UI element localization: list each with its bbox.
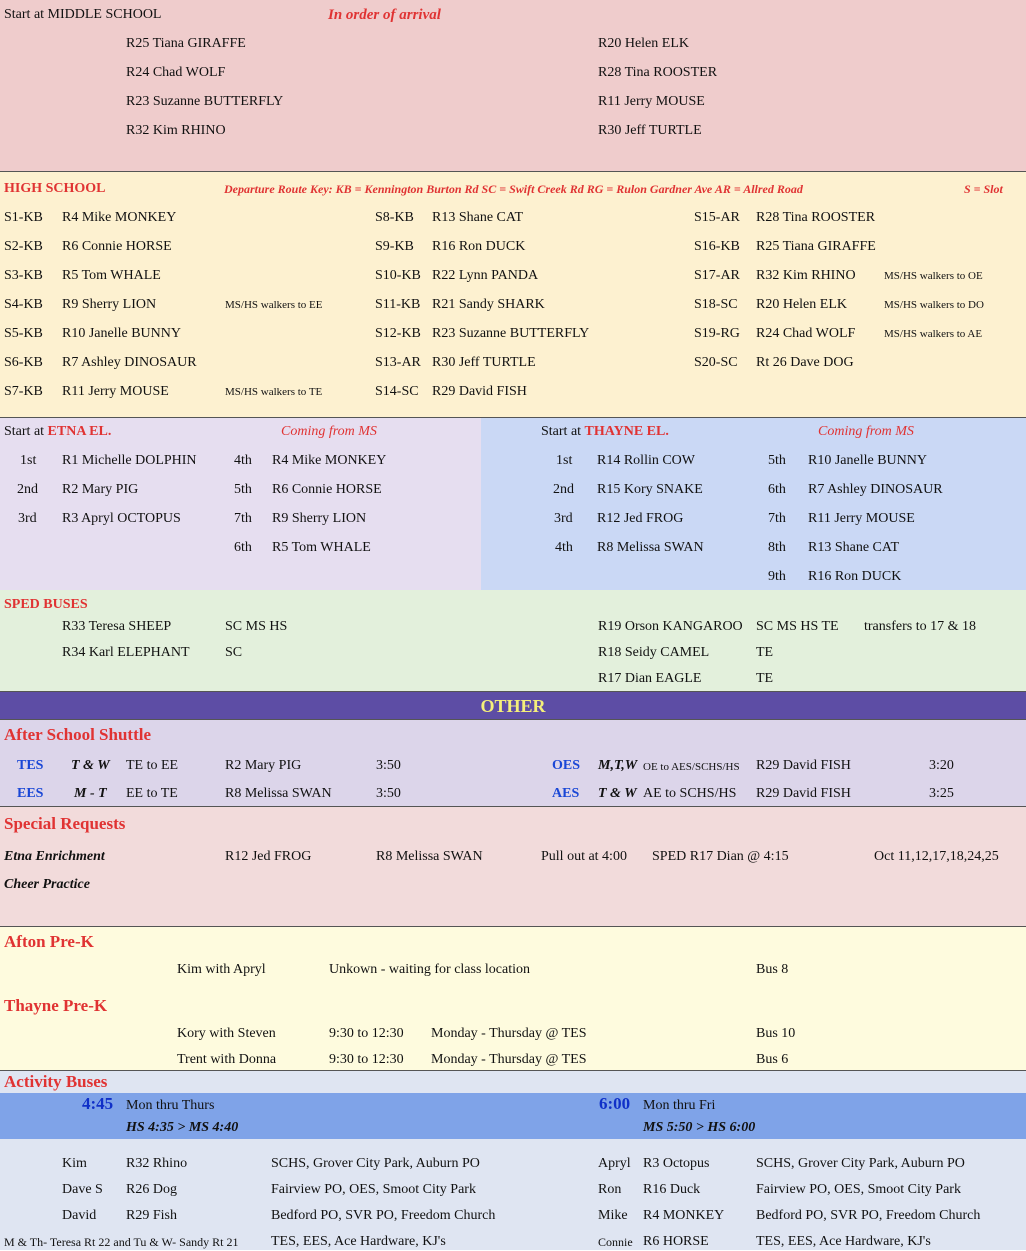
activity-days: Mon thru Fri [643, 1098, 716, 1113]
hs-walker-note: MS/HS walkers to OE [884, 270, 983, 282]
hs-route: R4 Mike MONKEY [62, 210, 177, 225]
activity-route: R6 HORSE [643, 1234, 709, 1249]
activity-time: 4:45 [82, 1094, 114, 1113]
other-title: OTHER [480, 696, 546, 716]
activity-route: R16 Duck [643, 1182, 701, 1197]
shuttle-title: After School Shuttle [4, 725, 152, 744]
hs-route: R6 Connie HORSE [62, 239, 172, 254]
activity-stops: TES, EES, Ace Hardware, KJ's [271, 1234, 446, 1249]
hs-slot: S20-SC [694, 355, 738, 370]
activity-route: R4 MONKEY [643, 1208, 725, 1223]
hs-route: Rt 26 Dave DOG [756, 355, 854, 370]
thayne-order: 5th [768, 453, 786, 468]
shuttle-school: AES [552, 786, 580, 801]
thayne-order: 1st [556, 453, 573, 468]
etna-route: R2 Mary PIG [62, 482, 139, 497]
elementary-section [0, 418, 1026, 590]
hs-route: R22 Lynn PANDA [432, 268, 539, 283]
sped-route: R19 Orson KANGAROO [598, 619, 743, 634]
hs-route: R5 Tom WHALE [62, 268, 161, 283]
etna-route: R5 Tom WHALE [272, 540, 371, 555]
hs-walker-note: MS/HS walkers to DO [884, 299, 984, 311]
thayne-route: R8 Melissa SWAN [597, 540, 704, 555]
ms-right-route: R28 Tina ROOSTER [598, 65, 718, 80]
ms-left-route: R25 Tiana GIRAFFE [126, 36, 246, 51]
hs-slot: S8-KB [375, 210, 414, 225]
prek-when: Unkown - waiting for class location [329, 962, 531, 977]
ms-right-route: R30 Jeff TURTLE [598, 123, 702, 138]
hs-slot: S16-KB [694, 239, 740, 254]
hs-slot: S6-KB [4, 355, 43, 370]
etna-order: 2nd [17, 482, 38, 497]
sped-stops: SC MS HS TE [756, 619, 839, 634]
shuttle-time: 3:50 [376, 758, 401, 773]
activity-driver: David [62, 1208, 97, 1223]
hs-route: R24 Chad WOLF [756, 326, 856, 341]
special-pullout: Pull out at 4:00 [541, 849, 627, 864]
sped-route: R34 Karl ELEPHANT [62, 645, 190, 660]
activity-times-band [0, 1093, 1026, 1139]
hs-slot-key: S = Slot [964, 182, 1003, 196]
activity-route: R26 Dog [126, 1182, 177, 1197]
thayne-route: R12 Jed FROG [597, 511, 684, 526]
activity-schedule: HS 4:35 > MS 4:40 [126, 1120, 239, 1135]
thayne-prek-title: Thayne Pre-K [4, 996, 108, 1015]
shuttle-days: T & W [71, 758, 110, 773]
prek-section [0, 927, 1026, 1071]
sped-stops: SC MS HS [225, 619, 288, 634]
activity-stops: Bedford PO, SVR PO, Freedom Church [271, 1208, 496, 1223]
activity-driver: Connie [598, 1235, 633, 1249]
shuttle-route: R29 David FISH [756, 786, 851, 801]
hs-route: R20 Helen ELK [756, 297, 847, 312]
hs-route: R16 Ron DUCK [432, 239, 526, 254]
activity-time: 6:00 [599, 1094, 631, 1113]
shuttle-trip: TE to EE [126, 758, 179, 773]
hs-walker-note: MS/HS walkers to EE [225, 299, 323, 311]
sped-stops: TE [756, 645, 774, 660]
hs-slot: S11-KB [375, 297, 421, 312]
etna-order: 3rd [18, 511, 37, 526]
etna-enrichment-label: Etna Enrichment [4, 849, 105, 864]
hs-route: R11 Jerry MOUSE [62, 384, 169, 399]
activity-title: Activity Buses [4, 1072, 108, 1091]
ms-start-label: Start at MIDDLE SCHOOL [4, 7, 162, 22]
shuttle-time: 3:20 [929, 758, 954, 773]
hs-route: R9 Sherry LION [62, 297, 157, 312]
hs-slot: S10-KB [375, 268, 421, 283]
etna-order: 6th [234, 540, 252, 555]
hs-route: R25 Tiana GIRAFFE [756, 239, 876, 254]
thayne-route: R7 Ashley DINOSAUR [808, 482, 943, 497]
etna-route: R4 Mike MONKEY [272, 453, 387, 468]
hs-slot: S9-KB [375, 239, 414, 254]
hs-slot: S15-AR [694, 210, 740, 225]
ms-right-route: R11 Jerry MOUSE [598, 94, 705, 109]
hs-slot: S13-AR [375, 355, 421, 370]
thayne-school-name: THAYNE EL. [584, 424, 669, 439]
hs-route: R10 Janelle BUNNY [62, 326, 181, 341]
thayne-order: 8th [768, 540, 786, 555]
prek-bus: Bus 10 [756, 1026, 796, 1041]
prek-bus: Bus 8 [756, 962, 789, 977]
sped-route: R33 Teresa SHEEP [62, 619, 172, 634]
thayne-route: R10 Janelle BUNNY [808, 453, 927, 468]
high-school-section [0, 172, 1026, 418]
hs-route: R7 Ashley DINOSAUR [62, 355, 197, 370]
shuttle-days: T & W [598, 786, 637, 801]
activity-driver: Ron [598, 1182, 622, 1197]
shuttle-school: TES [17, 758, 44, 773]
hs-route: R32 Kim RHINO [756, 268, 856, 283]
sped-route: R17 Dian EAGLE [598, 671, 702, 686]
etna-start-label: Start at ETNA EL. [4, 424, 112, 439]
etna-order: 4th [234, 453, 252, 468]
hs-route: R28 Tina ROOSTER [756, 210, 876, 225]
activity-driver: Dave S [62, 1182, 103, 1197]
hs-route-key: Departure Route Key: KB = Kennington Burton Rd SC = Swift Creek Rd RG = Rulon Gardner Ave AR = Allred Road [224, 182, 803, 196]
hs-slot: S19-RG [694, 326, 740, 341]
hs-route: R23 Suzanne BUTTERFLY [432, 326, 590, 341]
thayne-order: 6th [768, 482, 786, 497]
shuttle-trip: AE to SCHS/HS [643, 786, 737, 801]
ms-left-route: R23 Suzanne BUTTERFLY [126, 94, 284, 109]
thayne-order: 3rd [554, 511, 573, 526]
etna-route: R9 Sherry LION [272, 511, 367, 526]
etna-order: 7th [234, 511, 252, 526]
ms-left-route: R32 Kim RHINO [126, 123, 226, 138]
sped-note: transfers to 17 & 18 [864, 619, 976, 634]
etna-route: R3 Apryl OCTOPUS [62, 511, 181, 526]
activity-driver: Kim [62, 1156, 87, 1171]
activity-driver: Mike [598, 1208, 628, 1223]
activity-stops: Bedford PO, SVR PO, Freedom Church [756, 1208, 981, 1223]
hs-slot: S17-AR [694, 268, 740, 283]
activity-stops: TES, EES, Ace Hardware, KJ's [756, 1234, 931, 1249]
etna-school-name: ETNA EL. [47, 424, 112, 439]
etna-coming-note: Coming from MS [281, 424, 377, 439]
ms-left-route: R24 Chad WOLF [126, 65, 226, 80]
shuttle-route: R2 Mary PIG [225, 758, 302, 773]
sped-stops: SC [225, 645, 243, 660]
hs-walker-note: MS/HS walkers to TE [225, 386, 323, 398]
thayne-route: R11 Jerry MOUSE [808, 511, 915, 526]
thayne-route: R16 Ron DUCK [808, 569, 902, 584]
prek-when: 9:30 to 12:30 [329, 1026, 404, 1041]
etna-route: R6 Connie HORSE [272, 482, 382, 497]
hs-slot: S5-KB [4, 326, 43, 341]
prek-where: Monday - Thursday @ TES [431, 1052, 587, 1067]
hs-route: R21 Sandy SHARK [432, 297, 545, 312]
activity-schedule: MS 5:50 > HS 6:00 [643, 1120, 756, 1135]
hs-slot: S2-KB [4, 239, 43, 254]
etna-order: 1st [20, 453, 37, 468]
special-title: Special Requests [4, 814, 126, 833]
hs-slot: S14-SC [375, 384, 419, 399]
shuttle-trip: OE to AES/SCHS/HS [643, 761, 740, 773]
activity-stops: Fairview PO, OES, Smoot City Park [756, 1182, 961, 1197]
thayne-route: R15 Kory SNAKE [597, 482, 703, 497]
prek-where: Monday - Thursday @ TES [431, 1026, 587, 1041]
activity-days: Mon thru Thurs [126, 1098, 215, 1113]
activity-stops: SCHS, Grover City Park, Auburn PO [756, 1156, 965, 1171]
prek-who: Kory with Steven [177, 1026, 276, 1041]
hs-slot: S18-SC [694, 297, 738, 312]
sped-section [0, 590, 1026, 692]
thayne-order: 9th [768, 569, 786, 584]
hs-slot: S12-KB [375, 326, 421, 341]
etna-order: 5th [234, 482, 252, 497]
hs-slot: S3-KB [4, 268, 43, 283]
shuttle-school: EES [17, 786, 44, 801]
shuttle-time: 3:50 [376, 786, 401, 801]
shuttle-school: OES [552, 758, 581, 773]
prek-who: Trent with Donna [177, 1052, 277, 1067]
middle-school-section [0, 0, 1026, 172]
cheer-practice-label: Cheer Practice [4, 877, 90, 892]
etna-route: R1 Michelle DOLPHIN [62, 453, 197, 468]
activity-route: R32 Rhino [126, 1156, 188, 1171]
sped-title: SPED BUSES [4, 597, 88, 612]
special-sped-note: SPED R17 Dian @ 4:15 [652, 849, 789, 864]
hs-route: R29 David FISH [432, 384, 527, 399]
ms-right-route: R20 Helen ELK [598, 36, 689, 51]
shuttle-section [0, 720, 1026, 807]
activity-stops: SCHS, Grover City Park, Auburn PO [271, 1156, 480, 1171]
hs-walker-note: MS/HS walkers to AE [884, 328, 983, 340]
prek-who: Kim with Apryl [177, 962, 266, 977]
activity-route: R29 Fish [126, 1208, 177, 1223]
shuttle-route: R8 Melissa SWAN [225, 786, 332, 801]
afton-prek-title: Afton Pre-K [4, 932, 94, 951]
hs-title: HIGH SCHOOL [4, 181, 106, 196]
special-requests-section [0, 807, 1026, 927]
ms-order-note: In order of arrival [328, 7, 441, 23]
prek-bus: Bus 6 [756, 1052, 789, 1067]
activity-stops: Fairview PO, OES, Smoot City Park [271, 1182, 476, 1197]
activity-route: R3 Octopus [643, 1156, 710, 1171]
sped-route: R18 Seidy CAMEL [598, 645, 710, 660]
thayne-order: 2nd [553, 482, 574, 497]
thayne-route: R13 Shane CAT [808, 540, 899, 555]
other-banner [0, 692, 1026, 720]
thayne-start-label: Start at THAYNE EL. [541, 424, 669, 439]
activity-driver: M & Th- Teresa Rt 22 and Tu & W- Sandy Rt 21 [4, 1235, 239, 1249]
special-dates: Oct 11,12,17,18,24,25 [874, 849, 999, 864]
thayne-order: 7th [768, 511, 786, 526]
hs-route: R13 Shane CAT [432, 210, 523, 225]
hs-route: R30 Jeff TURTLE [432, 355, 536, 370]
activity-buses-section [0, 1071, 1026, 1250]
shuttle-days: M - T [74, 786, 107, 801]
activity-driver: Apryl [598, 1156, 631, 1171]
etna-panel [0, 418, 481, 590]
shuttle-route: R29 David FISH [756, 758, 851, 773]
thayne-panel [481, 418, 1026, 590]
thayne-coming-note: Coming from MS [818, 424, 914, 439]
special-route: R12 Jed FROG [225, 849, 312, 864]
shuttle-time: 3:25 [929, 786, 954, 801]
thayne-order: 4th [555, 540, 573, 555]
shuttle-days: M,T,W [598, 758, 638, 773]
hs-slot: S7-KB [4, 384, 43, 399]
special-route: R8 Melissa SWAN [376, 849, 483, 864]
prek-when: 9:30 to 12:30 [329, 1052, 404, 1067]
shuttle-trip: EE to TE [126, 786, 178, 801]
hs-slot: S1-KB [4, 210, 43, 225]
thayne-route: R14 Rollin COW [597, 453, 696, 468]
sped-stops: TE [756, 671, 774, 686]
hs-slot: S4-KB [4, 297, 43, 312]
